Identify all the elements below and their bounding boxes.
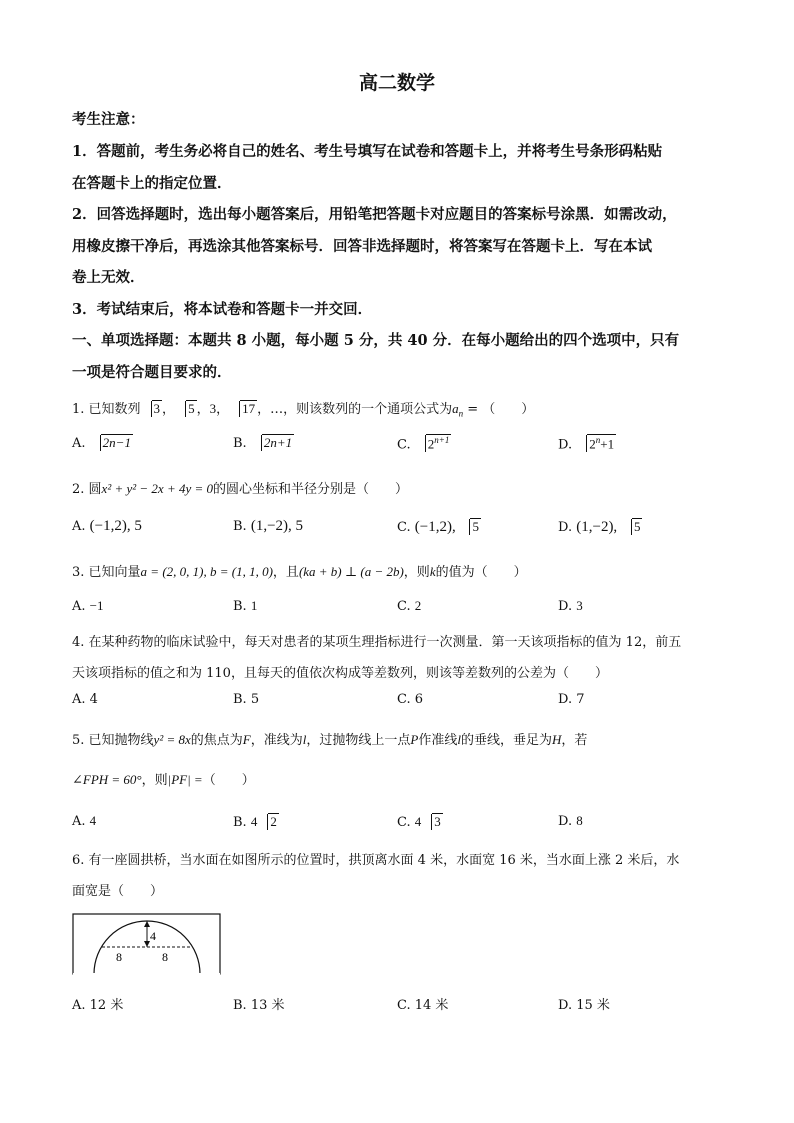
q3-condition: (ka + b) ⊥ (a − 2b) (298, 564, 404, 579)
question-3 (72, 561, 527, 580)
q3-suffix2: 的值为（ ） (435, 565, 527, 580)
q1-seq-end: ，…，则该数列的一个通项公式为 (257, 402, 453, 417)
notice-item2-line1: 2．回答选择题时，选出每小题答案后，用铅笔把答题卡对应题目的答案标号涂黑．如需改动， (72, 206, 677, 223)
q4-option-a[interactable]: A. 4 (72, 692, 98, 707)
fig-left-label: 8 (116, 950, 122, 964)
q3-suffix: ，则 (403, 565, 430, 580)
fig-height-label: 4 (150, 929, 156, 943)
q3-mid: ，且 (272, 565, 299, 580)
q1-sqrt-b: 5 (177, 400, 197, 417)
q2-option-b[interactable]: B. (1,−2), 5 (233, 518, 304, 534)
q3-prefix: 3. 已知向量 (72, 565, 141, 580)
q2-equation: x² + y² − 2x + 4y = 0 (101, 481, 214, 496)
q5-option-d[interactable]: D. 8 (558, 813, 583, 829)
q1-option-c[interactable]: C. $2^{n+1}$ (397, 435, 450, 453)
page-title: 高二数学 (358, 72, 435, 94)
notice-item2-line3: 卷上无效． (72, 269, 145, 286)
q1-prefix: 1. 已知数列 (72, 402, 141, 417)
q6-line2: 面宽是（ ） (72, 884, 164, 899)
notice-item1-line2: 在答题卡上的指定位置． (72, 175, 232, 192)
q6-option-d[interactable]: D. 15 米 (558, 998, 610, 1013)
q1-sqrt-a: 3 (143, 400, 163, 417)
q4-line2: 天该项指标的值之和为 110，且每天的值依次构成等差数列，则该等差数列的公差为（ ） (72, 666, 608, 681)
q3-k: k (429, 564, 436, 579)
q4-option-c[interactable]: C. 6 (397, 692, 424, 707)
notice-heading: 考生注意： (72, 111, 145, 128)
q1-option-d[interactable]: D. $2^n+1$ (558, 435, 615, 453)
notice-item3: 3．考试结束后，将本试卷和答题卡一并交回． (72, 301, 373, 318)
q6-option-c[interactable]: C. 14 米 (397, 998, 449, 1013)
q3-option-d[interactable]: D. 3 (558, 598, 583, 614)
q1-option-b[interactable]: B. 2n+1 (233, 435, 293, 451)
q2-option-a[interactable]: A. (−1,2), 5 (72, 518, 142, 534)
fig-right-label: 8 (162, 950, 168, 964)
section1-line1: 一、单项选择题：本题共 8 小题，每小题 5 分，共 40 分．在每小题给出的四个选项中，只有 (72, 332, 680, 349)
q5-line1: 5. 已知抛物线y² = 8x的焦点为F，准线为l，过抛物线上一点P作准线l的垂线，垂足为H，若 (72, 732, 588, 748)
q2-option-d[interactable]: D. (1,−2), 5 (558, 519, 641, 535)
question-1: 1. 已知数列 3 ， 5 ，3， 17 ，…，则该数列的一个通项公式为$a_n$ = （ ） (72, 401, 535, 419)
q2-option-c[interactable]: C. (−1,2), 5 (397, 519, 479, 535)
q3-option-b[interactable]: B. 1 (233, 598, 258, 614)
q4-option-d[interactable]: D. 7 (558, 692, 585, 707)
notice-item2-line2: 用橡皮擦干净后，再选涂其他答案标号．回答非选择题时，将答案写在答题卡上．写在本试 (72, 238, 652, 255)
q6-line1: 6. 有一座圆拱桥，当水面在如图所示的位置时，拱顶离水面 4 米，水面宽 16 米，当水面上涨 2 米后，水 (72, 853, 680, 868)
arch-bridge-figure (72, 913, 222, 977)
q4-line1: 4. 在某种药物的临床试验中，每天对患者的某项生理指标进行一次测量．第一天该项指标的值为 12，前五 (72, 635, 682, 650)
q5-option-a[interactable]: A. 4 (72, 813, 97, 829)
section1-line2: 一项是符合题目要求的． (72, 364, 232, 381)
q3-vectors: a = (2, 0, 1), b = (1, 1, 0) (140, 564, 273, 579)
q5-option-c[interactable]: C. 4 3 (397, 814, 441, 830)
q1-term-c: 3 (209, 401, 217, 416)
notice-item1-line1: 1．答题前，考生务必将自己的姓名、考生号填写在试卷和答题卡上，并将考生号条形码粘贴 (72, 143, 663, 160)
q1-an: a (452, 401, 459, 416)
q1-option-a[interactable]: A. 2n−1 (72, 435, 131, 451)
q3-option-a[interactable]: A. −1 (72, 598, 104, 614)
q5-line2: ∠FPH = 60°，则|PF| =（ ） (72, 772, 255, 788)
q4-option-b[interactable]: B. 5 (233, 692, 260, 707)
q6-option-b[interactable]: B. 13 米 (233, 998, 285, 1013)
q1-tail: = （ ） (463, 402, 535, 417)
question-2 (72, 478, 408, 497)
q2-prefix: 2. 圆 (72, 482, 102, 497)
q2-suffix: 的圆心坐标和半径分别是（ ） (213, 482, 409, 497)
q5-option-b[interactable]: B. 4 2 (233, 814, 277, 830)
q1-sqrt-d: 17 (231, 400, 257, 417)
q1-an-sub: n (458, 408, 464, 419)
q6-option-a[interactable]: A. 12 米 (72, 998, 124, 1013)
q3-option-c[interactable]: C. 2 (397, 598, 422, 614)
